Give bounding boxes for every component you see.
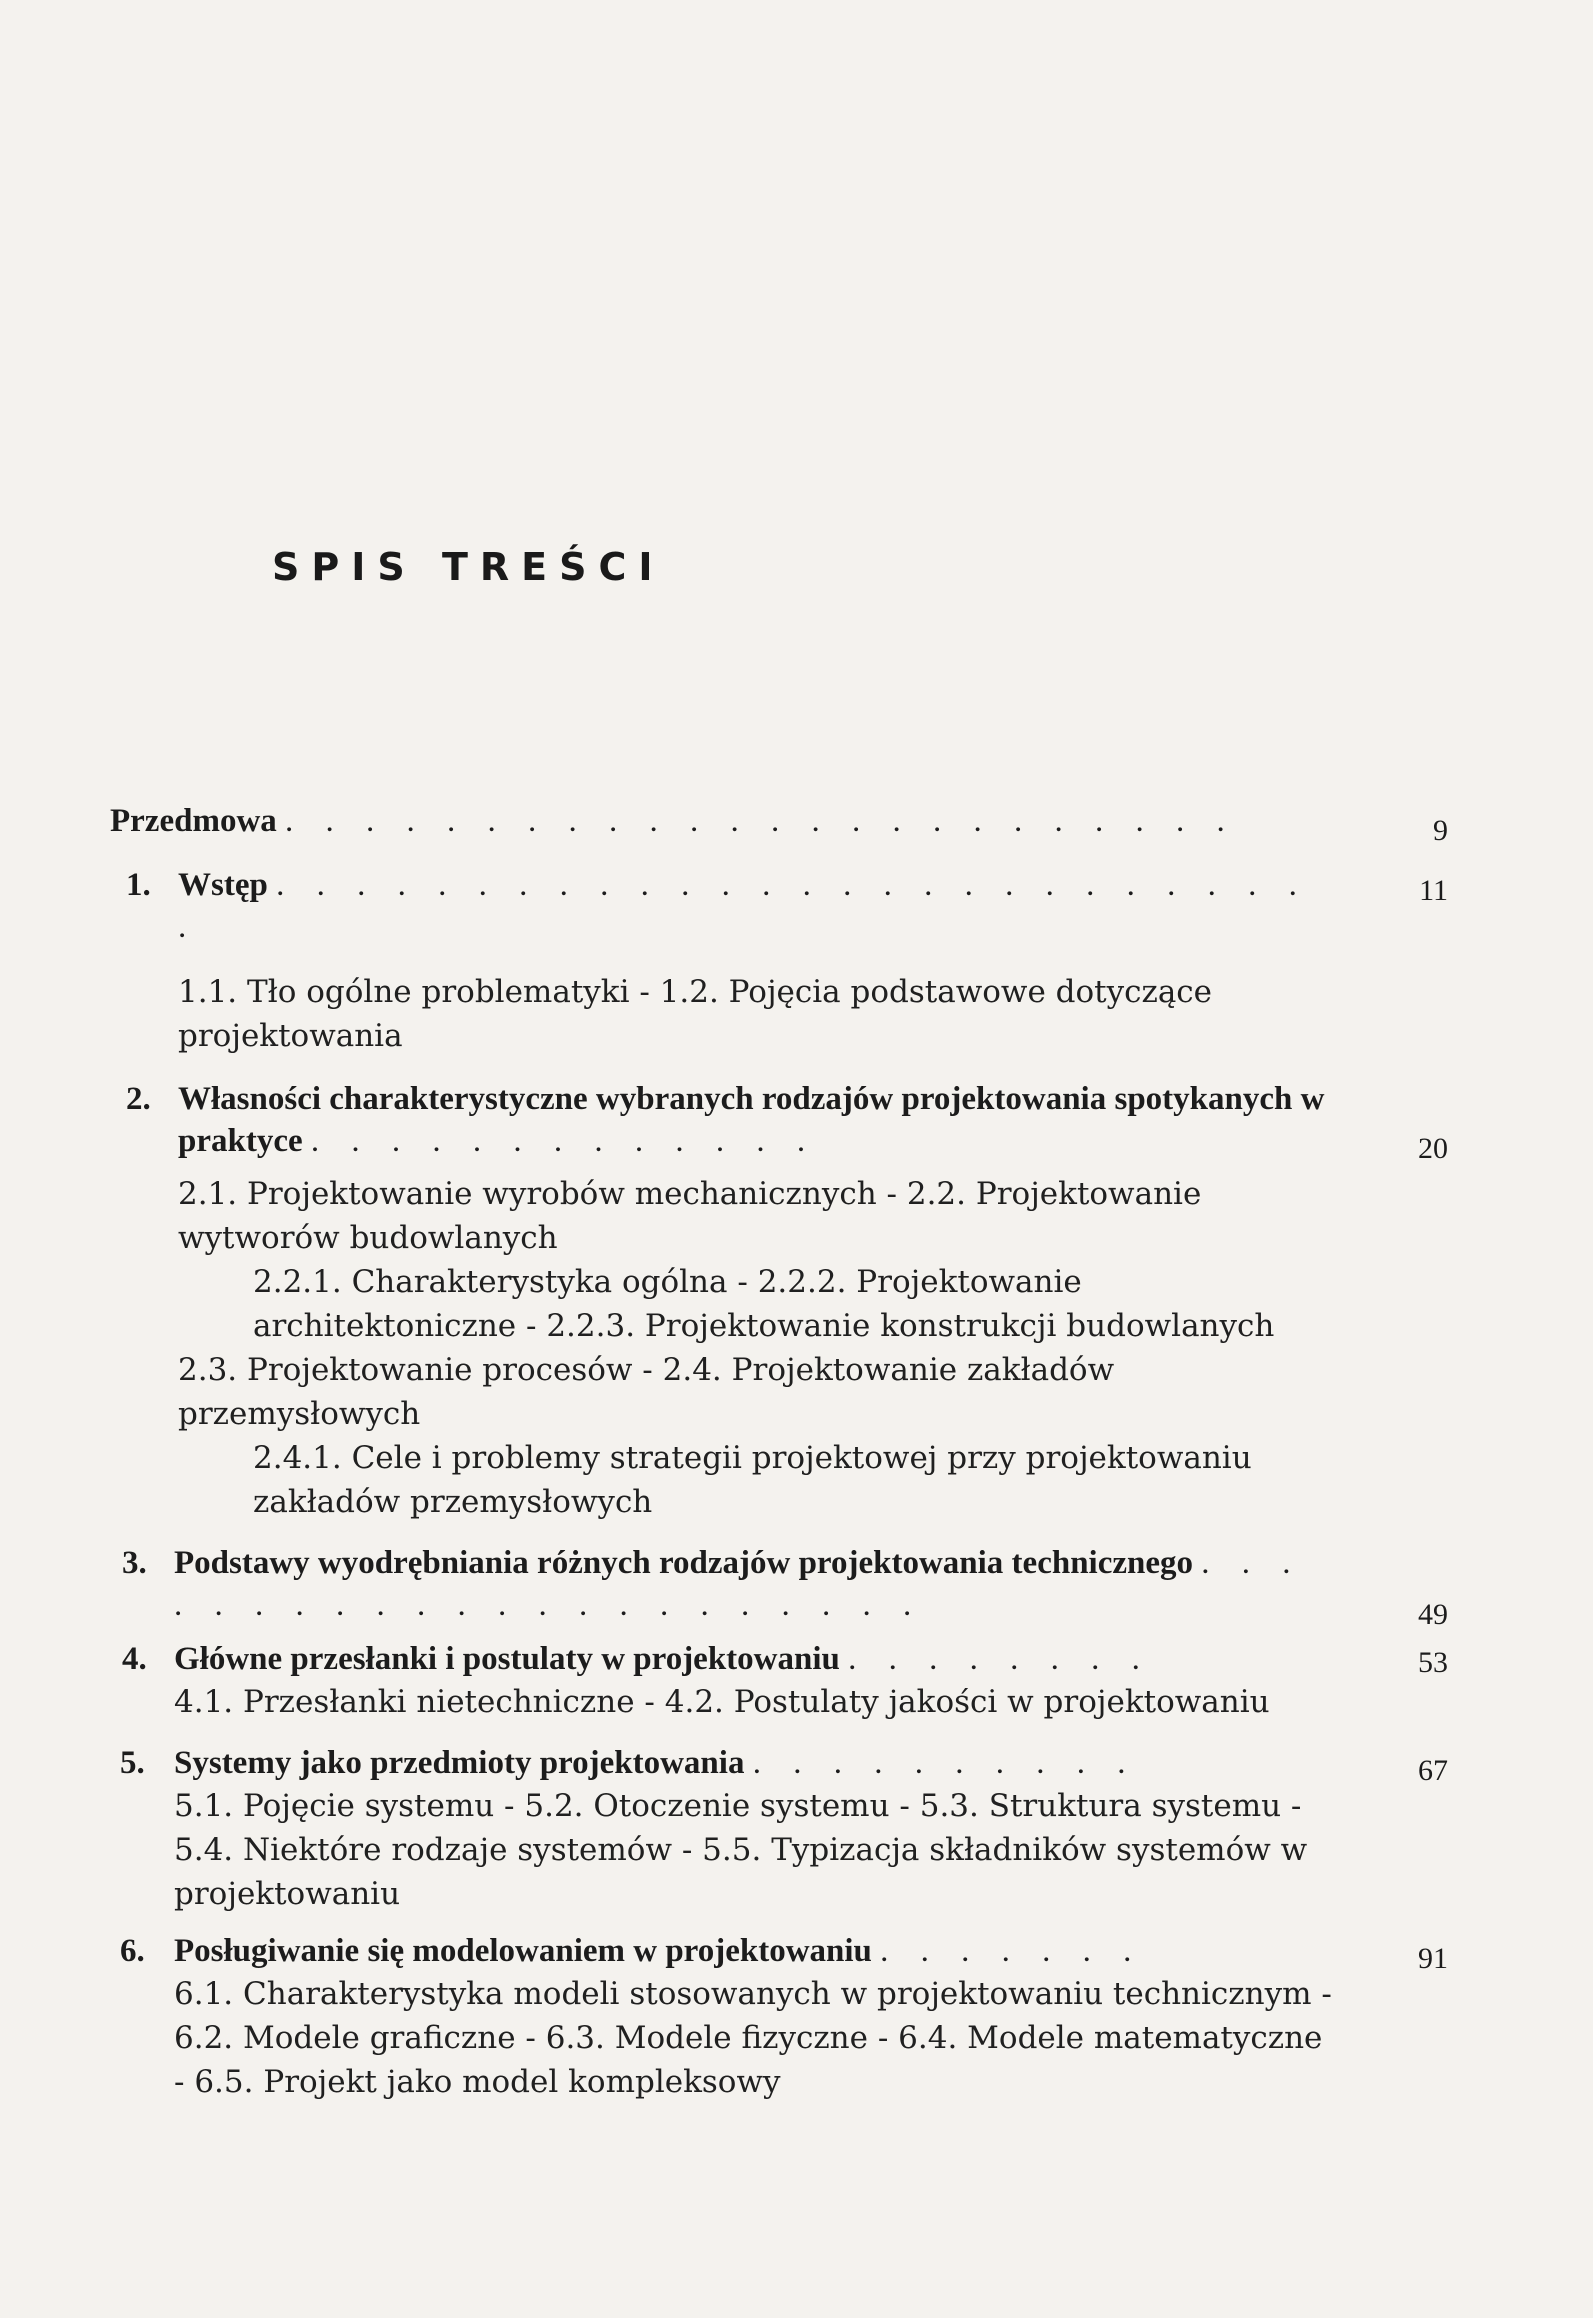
entry-title: Podstawy wyodrębniania różnych rodzajów projektowania technicznego [174,1545,1194,1581]
toc-entry-heading [108,1542,1448,1631]
toc-entry [108,864,1448,1058]
entry-title: Własności charakterystyczne wybranych rodzajów projektowania spotykanych w praktyce [178,1081,1325,1159]
toc-entry [108,800,1448,847]
toc-entry [108,1078,1448,1524]
entry-number: 1. [126,867,151,903]
sub-entry: 4.1. Przesłanki nietechniczne - 4.2. Postulaty jakości w projektowaniu [174,1684,1270,1720]
page-number: 67 [1418,1754,1448,1787]
entry-title: Systemy jako przedmioty projektowania [174,1745,745,1781]
sub-entry: 2.3. Projektowanie procesów - 2.4. Projektowanie zakładów przemysłowych [178,1352,1115,1432]
toc-entry [108,1930,1448,2104]
toc-entry-heading [108,1078,1448,1165]
toc-entry-heading [108,1930,1448,1975]
entry-number: 4. [122,1641,147,1677]
entry-number: 2. [126,1081,151,1117]
entry-number: 6. [120,1933,145,1969]
leader-dots: . . . . . . . . [848,1641,1152,1677]
page-number: 20 [1418,1132,1448,1165]
entry-title: Przedmowa [110,803,277,839]
page-number: 11 [1419,874,1448,907]
sub-entry: 6.1. Charakterystyka modeli stosowanych w projektowaniu technicznym - 6.2. Modele graficzne - 6.3. Modele fizyczne - 6.4. Modele matematyczne - 6.5. Projekt jako model kompleksowy [174,1976,1332,2100]
page-number: 9 [1433,814,1448,847]
entry-title: Posługiwanie się modelowaniem w projektowaniu [174,1933,872,1969]
sub-entry: 2.2.1. Charakterystyka ogólna - 2.2.2. Projektowanie architektoniczne - 2.2.3. Projektowanie konstrukcji budowlanych [253,1264,1275,1344]
toc-entry-heading [108,800,1448,847]
page-title: SPIS TREŚCI [272,545,665,589]
entry-title: Wstęp [178,867,268,903]
sub-entry: 1.1. Tło ogólne problematyki - 1.2. Pojęcia podstawowe dotyczące projektowania [178,974,1213,1054]
entry-number: 3. [122,1545,147,1581]
entry-title: Główne przesłanki i postulaty w projektowaniu [174,1641,840,1677]
sub-entry: 2.4.1. Cele i problemy strategii projektowej przy projektowaniu zakładów przemysłowych [253,1440,1252,1520]
leader-dots: . . . . . . . . . . . . . [310,1123,818,1159]
leader-dots: . . . . . . . . . . [752,1745,1138,1781]
entry-number: 5. [120,1745,145,1781]
toc-entry-heading [108,1742,1448,1787]
toc-entry [108,1542,1448,1631]
toc-entry-heading [108,864,1448,948]
leader-dots: . . . . . . . . . . . . . . . . . . . . . . . . [285,803,1237,839]
sub-entry: 2.1. Projektowanie wyrobów mechanicznych - 2.2. Projektowanie wytworów budowlanych [178,1176,1202,1256]
page-number: 53 [1418,1646,1448,1679]
toc-entry-heading [108,1638,1448,1680]
toc-entry [108,1742,1448,1916]
page-number: 49 [1418,1598,1448,1631]
toc-entry [108,1638,1448,1724]
sub-entry: 5.1. Pojęcie systemu - 5.2. Otoczenie systemu - 5.3. Struktura systemu - 5.4. Niektóre rodzaje systemów - 5.5. Typizacja składników systemów w projektowaniu [174,1788,1308,1912]
table-of-contents [108,800,1448,2104]
page-number: 91 [1418,1942,1448,1975]
leader-dots: . . . . . . . [880,1933,1144,1969]
leader-dots: . . . . . . . . . . . . . . . . . . . . . . . . . . . [178,867,1309,945]
leader-dots: . . . . . . . . . . . . . . . . . . . . . . [174,1545,1303,1623]
